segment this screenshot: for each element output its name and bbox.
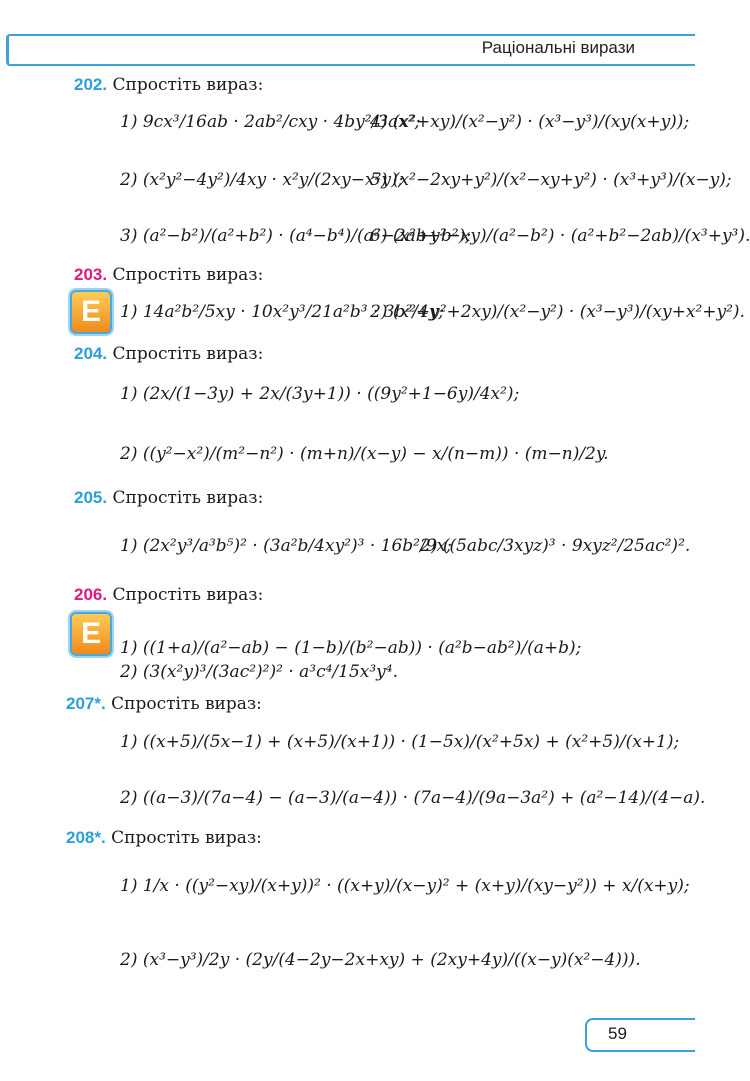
header-title: Раціональні вирази bbox=[481, 38, 635, 57]
exercise-205 bbox=[74, 488, 263, 508]
exercise-item: 1) (2x/(1−3y) + 2x/(3y+1)) · ((9y²+1−6y)/4x²); bbox=[120, 384, 520, 404]
exercise-item: 2) (x³−y³)/2y · (2y/(4−2y−2x+xy) + (2xy+4y)/((x−y)(x²−4))). bbox=[120, 950, 641, 970]
exercise-207 bbox=[66, 694, 262, 714]
exercise-number: 207*. bbox=[66, 694, 106, 713]
exercise-202 bbox=[74, 75, 263, 95]
exercise-number: 208*. bbox=[66, 828, 106, 847]
exercise-204 bbox=[74, 344, 263, 364]
exercise-item: 2) (x²+y²+2xy)/(x²−y²) · (x³−y³)/(xy+x²+y²). bbox=[370, 302, 745, 322]
exercise-number: 202. bbox=[74, 75, 108, 94]
exercise-206 bbox=[74, 585, 263, 605]
exercise-instruction: Спростіть вираз: bbox=[111, 694, 262, 714]
exercise-208 bbox=[66, 828, 262, 848]
exercise-item: 1) ((x+5)/(5x−1) + (x+5)/(x+1)) · (1−5x)/(x²+5x) + (x²+5)/(x+1); bbox=[120, 732, 680, 752]
exercise-instruction: Спростіть вираз: bbox=[111, 828, 262, 848]
exercise-item: 1) 1/x · ((y²−xy)/(x+y))² · ((x+y)/(x−y)² + (x+y)/(xy−y²)) + x/(x+y); bbox=[120, 876, 690, 896]
e-badge-icon: E bbox=[70, 612, 112, 656]
exercise-item: 2) ((a−3)/(7a−4) − (a−3)/(a−4)) · (7a−4)/(9a−3a²) + (a²−14)/(4−a). bbox=[120, 788, 706, 808]
page-number-box bbox=[585, 1018, 695, 1052]
exercise-item: 1) ((1+a)/(a²−ab) − (1−b)/(b²−ab)) · (a²b−ab²)/(a+b); bbox=[120, 638, 582, 658]
exercise-number: 205. bbox=[74, 488, 108, 507]
exercise-instruction: Спростіть вираз: bbox=[112, 75, 264, 95]
exercise-item: 3) (a²−b²)/(a²+b²) · (a⁴−b⁴)/(a²−2ab+b²); bbox=[120, 226, 471, 246]
exercise-203 bbox=[74, 265, 263, 285]
exercise-item: 2) ((y²−x²)/(m²−n²) · (m+n)/(x−y) − x/(n−m)) · (m−n)/2y. bbox=[120, 444, 609, 464]
e-badge-icon: E bbox=[70, 290, 112, 334]
exercise-number: 204. bbox=[74, 344, 108, 363]
exercise-item: 6) (x²+y²−xy)/(a²−b²) · (a²+b²−2ab)/(x³+y³). bbox=[370, 226, 750, 246]
page-number: 59 bbox=[608, 1024, 627, 1043]
exercise-item: 1) (2x²y³/a³b⁵)² · (3a²b/4xy²)³ · 16b²/9x; bbox=[120, 536, 452, 556]
exercise-instruction: Спростіть вираз: bbox=[112, 488, 264, 508]
exercise-instruction: Спростіть вираз: bbox=[112, 265, 264, 285]
exercise-instruction: Спростіть вираз: bbox=[112, 585, 264, 605]
exercise-item: 1) 14a²b²/5xy · 10x²y³/21a²b³ · 3b²/4y; bbox=[120, 302, 445, 322]
exercise-item: 1) 9cx³/16ab · 2ab²/cxy · 4by²/3ax²; bbox=[120, 112, 421, 132]
exercise-item: 2) (x²y²−4y²)/4xy · x²y/(2xy−x²y); bbox=[120, 170, 404, 190]
exercise-number: 206. bbox=[74, 585, 108, 604]
exercise-instruction: Спростіть вираз: bbox=[112, 344, 264, 364]
exercise-item: 2) ((5abc/3xyz)³ · 9xyz²/25ac²)². bbox=[420, 536, 691, 556]
exercise-item: 2) (3(x²y)³/(3ac²)²)² · a³c⁴/15x³y⁴. bbox=[120, 662, 399, 682]
exercise-number: 203. bbox=[74, 265, 108, 284]
exercise-item: 4) (x²+xy)/(x²−y²) · (x³−y³)/(xy(x+y)); bbox=[370, 112, 690, 132]
exercise-item: 5) (x²−2xy+y²)/(x²−xy+y²) · (x³+y³)/(x−y); bbox=[370, 170, 732, 190]
